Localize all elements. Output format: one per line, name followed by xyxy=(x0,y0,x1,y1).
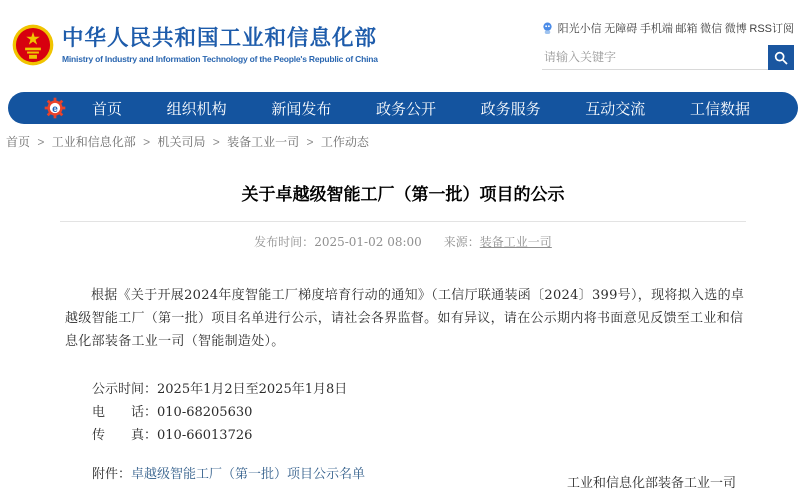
breadcrumb-separator: > xyxy=(143,135,151,149)
breadcrumb-miit[interactable]: 工业和信息化部 xyxy=(51,135,136,149)
site-name: 中华人民共和国工业和信息化部 xyxy=(62,25,378,50)
search-box xyxy=(542,45,794,70)
top-link-mail[interactable]: 邮箱 xyxy=(675,23,698,35)
phone-label: 电 话： xyxy=(92,405,158,420)
breadcrumb-equipment-industry-dept1[interactable]: 装备工业一司 xyxy=(227,135,300,149)
attachment-link[interactable]: 卓越级智能工厂（第一批）项目公示名单 xyxy=(131,467,366,482)
nav-item-gov-services[interactable]: 政务服务 xyxy=(480,100,541,118)
search-button[interactable] xyxy=(768,45,794,70)
breadcrumb-departments[interactable]: 机关司局 xyxy=(157,135,206,149)
main-nav xyxy=(8,92,798,124)
nav-items xyxy=(92,98,750,119)
breadcrumb-work-trends[interactable]: 工作动态 xyxy=(320,135,369,149)
article-body: 根据《关于开展2024年度智能工厂梯度培育行动的通知》（工信厅联通装函〔2024〕399号），现将拟入选的卓越级智能工厂（第一批）项目名单进行公示，请社会各界监督。如有异议，请在公示期内将书面意见反馈至工业和信息化部装备工业一司（智能制造处）。 xyxy=(65,288,745,349)
contact-info xyxy=(92,378,806,447)
publish-time-label: 发布时间： xyxy=(254,235,315,249)
publicity-period-label: 公示时间： xyxy=(92,382,158,397)
top-link-weibo[interactable]: 微博 xyxy=(724,23,747,35)
nav-item-gov-disclosure[interactable]: 政务公开 xyxy=(375,100,436,118)
publicity-period-line xyxy=(92,378,806,401)
nav-item-home[interactable]: 首页 xyxy=(92,100,123,118)
miit-gear-logo-icon xyxy=(44,97,66,119)
breadcrumb-separator: > xyxy=(306,135,314,149)
site-logo-block[interactable] xyxy=(12,24,378,66)
phone-value: 010-68205630 xyxy=(157,405,253,420)
top-links xyxy=(542,20,794,36)
top-link-accessibility[interactable]: 无障碍 xyxy=(604,23,638,35)
search-icon xyxy=(773,50,789,66)
fax-value: 010-66013726 xyxy=(157,428,253,443)
publicity-period-value: 2025年1月2日至2025年1月8日 xyxy=(157,382,348,397)
top-link-mobile[interactable]: 手机端 xyxy=(639,23,673,35)
national-emblem-icon xyxy=(12,24,54,66)
top-link-rss[interactable]: RSS订阅 xyxy=(749,23,794,35)
nav-item-organization[interactable]: 组织机构 xyxy=(166,100,227,118)
fax-label: 传 真： xyxy=(92,428,158,443)
header-utilities xyxy=(542,20,794,70)
article-title: 关于卓越级智能工厂（第一批）项目的公示 xyxy=(241,185,565,204)
top-link-sunshine-xiaoxin[interactable]: 阳光小信 xyxy=(557,23,602,35)
svg-text:e: e xyxy=(52,103,58,115)
search-input[interactable] xyxy=(542,45,768,70)
breadcrumb-home[interactable]: 首页 xyxy=(6,135,31,149)
title-divider xyxy=(60,221,746,222)
article xyxy=(0,180,806,503)
fax-line xyxy=(92,424,806,447)
nav-item-miit-data[interactable]: 工信数据 xyxy=(689,100,750,118)
phone-line xyxy=(92,401,806,424)
publish-time-value: 2025-01-02 08:00 xyxy=(314,235,422,249)
source-value: 装备工业一司 xyxy=(479,235,552,249)
breadcrumb-separator: > xyxy=(37,135,45,149)
top-link-wechat[interactable]: 微信 xyxy=(700,23,723,35)
nav-item-interaction[interactable]: 互动交流 xyxy=(585,100,646,118)
article-meta xyxy=(0,233,806,250)
attachment-label: 附件： xyxy=(92,467,132,482)
source-label: 来源： xyxy=(443,235,480,249)
breadcrumb-separator: > xyxy=(212,135,220,149)
breadcrumb xyxy=(0,124,806,156)
article-signature: 工业和信息化部装备工业一司 xyxy=(566,476,736,491)
nav-item-news[interactable]: 新闻发布 xyxy=(271,100,332,118)
site-name-english: Ministry of Industry and Information Technology of the People's Republic of China xyxy=(62,54,378,65)
site-header xyxy=(0,0,806,90)
mascot-icon xyxy=(542,22,553,35)
